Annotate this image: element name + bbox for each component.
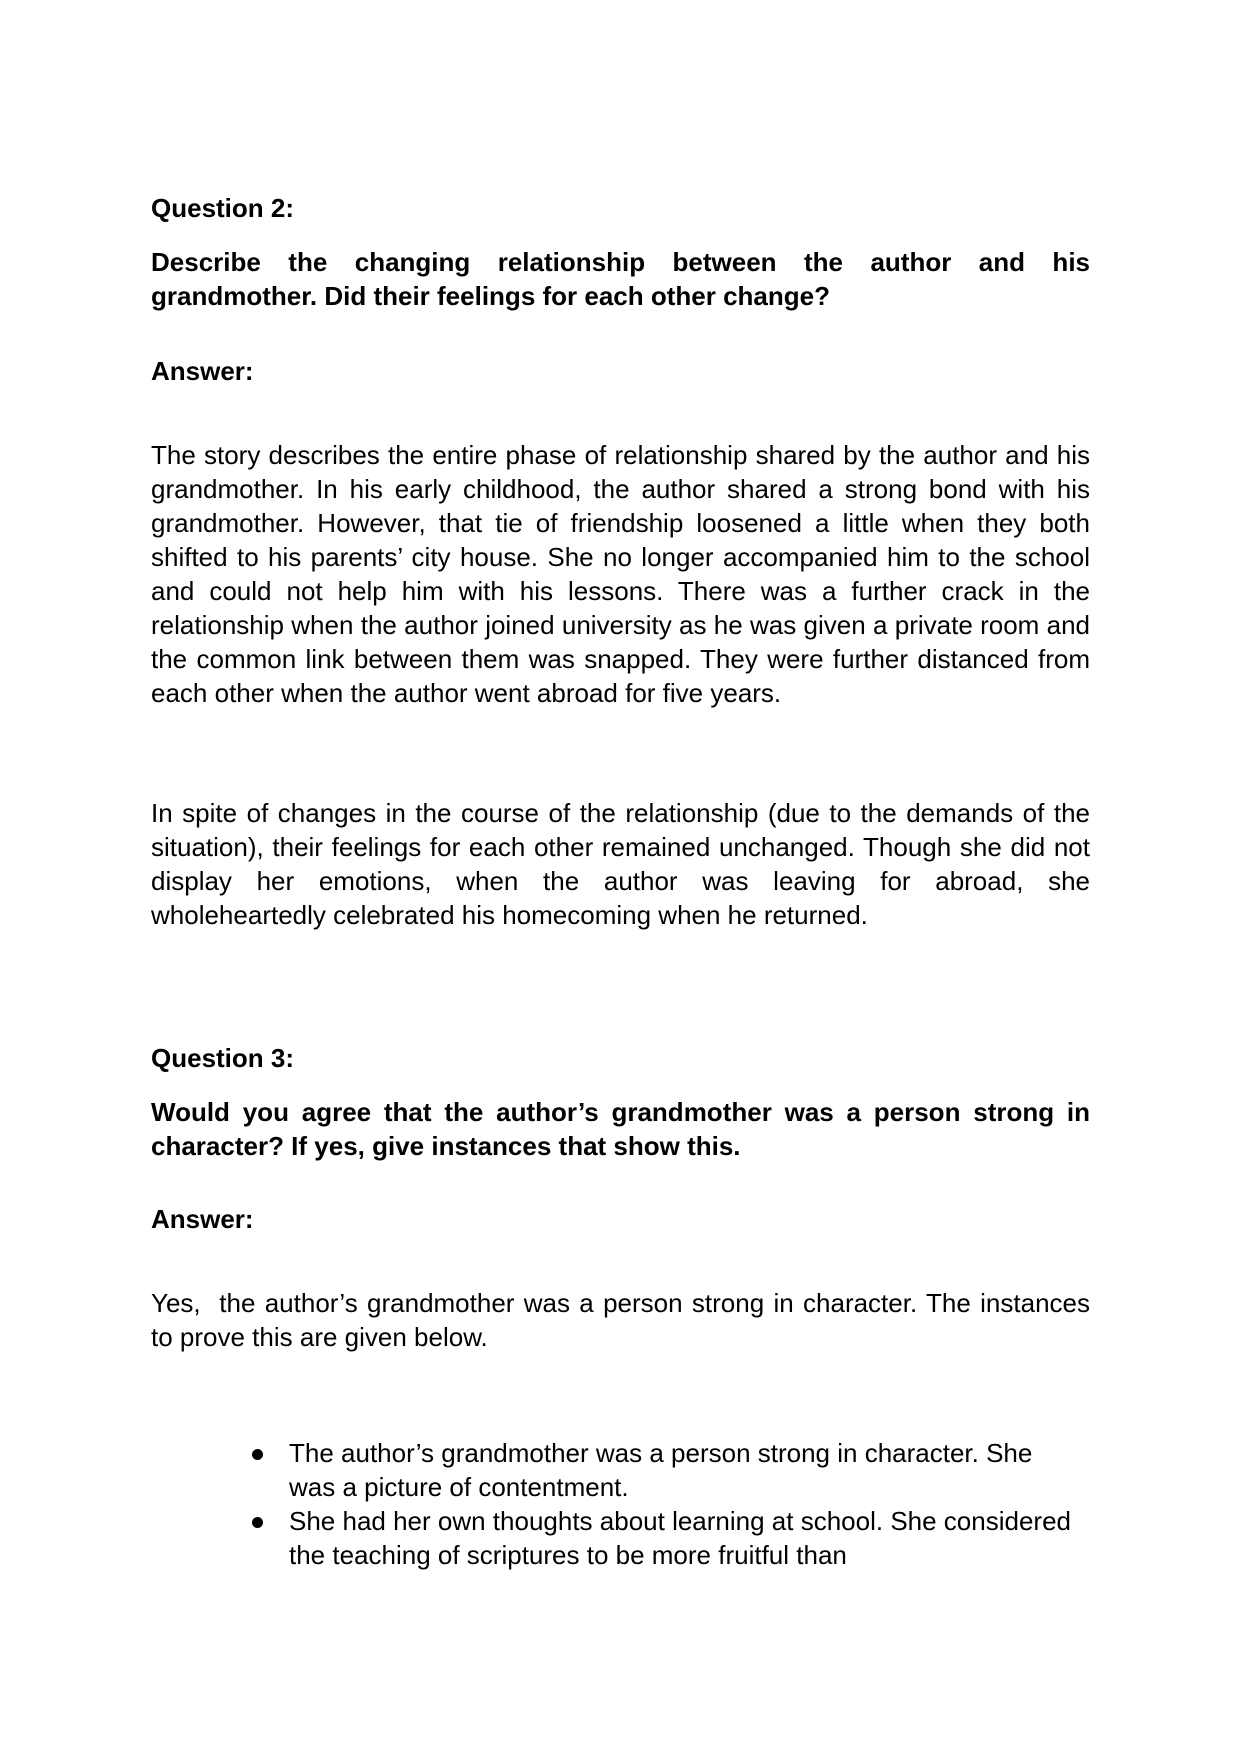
bullet-text: The author’s grandmother was a person strong in character. She was a picture of contentment.: [289, 1438, 1033, 1502]
question-3-bullet-list: [289, 1436, 1079, 1572]
question-2-answer-paragraph-2: In spite of changes in the course of the relationship (due to the demands of the situation), their feelings for each other remained unchanged. Though she did not display her emotions, when the author was leaving for abroad, she wholeheartedly celebrated his homecoming when he returned.: [151, 798, 1090, 930]
bullet-dot-icon: [252, 1449, 263, 1460]
question-2-answer-label: Answer:: [151, 356, 254, 386]
question-2-label: Question 2:: [151, 193, 295, 223]
question-3-answer-label: Answer:: [151, 1204, 254, 1234]
bullet-item: [289, 1436, 1079, 1504]
question-2-prompt: Describe the changing relationship between the author and his grandmother. Did their feelings for each other change?: [151, 247, 1090, 311]
bullet-dot-icon: [252, 1517, 263, 1528]
bullet-item: [289, 1504, 1079, 1572]
question-3-prompt: Would you agree that the author’s grandmother was a person strong in character? If yes, give instances that show this.: [151, 1097, 1090, 1161]
question-2-answer-paragraph-1: The story describes the entire phase of relationship shared by the author and his grandmother. In his early childhood, the author shared a strong bond with his grandmother. However, that tie of friendship loosened a little when they both shifted to his parents’ city house. She no longer accompanied him to the school and could not help him with his lessons. There was a further crack in the relationship when the author joined university as he was given a private room and the common link between them was snapped. They were further distanced from each other when the author went abroad for five years.: [151, 440, 1090, 708]
question-3-label: Question 3:: [151, 1043, 295, 1073]
question-3-answer-paragraph-1: Yes, the author’s grandmother was a person strong in character. The instances to prove this are given below.: [151, 1288, 1098, 1352]
bullet-text: She had her own thoughts about learning at school. She considered the teaching of scriptures to be more fruitful than: [289, 1506, 1071, 1570]
